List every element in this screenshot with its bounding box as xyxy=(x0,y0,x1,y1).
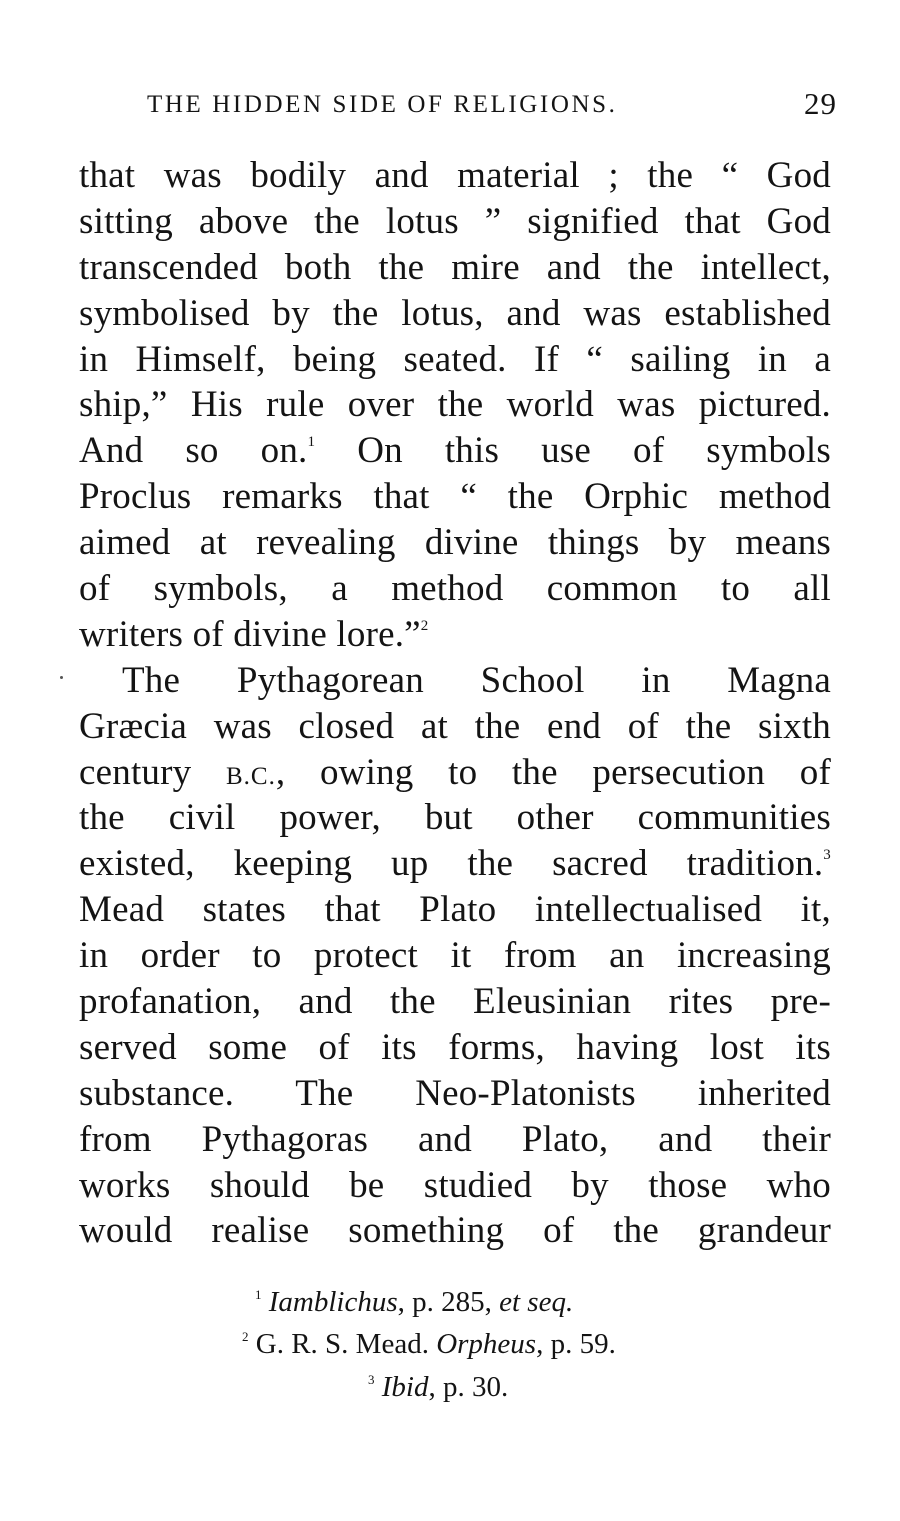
text-line: works should be studied by those who xyxy=(79,1164,831,1206)
footnote-marker: 3 xyxy=(368,1372,375,1387)
text-line: Proclus remarks that “ the Orphic method xyxy=(79,476,831,518)
running-head xyxy=(147,88,837,122)
footnote-text: , p. 30. xyxy=(428,1371,509,1403)
footnote-ref: 3 xyxy=(823,847,831,864)
text-line: in order to protect it from an increasing xyxy=(79,935,831,977)
footnote-marker: 2 xyxy=(242,1329,249,1344)
print-speck xyxy=(60,676,63,679)
footnote-text: , p. 59. xyxy=(536,1328,616,1360)
text-line: Mead states that Plato intellectualised it, xyxy=(79,889,831,931)
text-line: The Pythagorean School in Magna xyxy=(122,659,831,701)
text-line xyxy=(79,428,831,474)
text-line: transcended both the mire and the intellect, xyxy=(79,246,831,288)
text-line: sitting above the lotus ” signified that God xyxy=(79,200,831,242)
text-line: in Himself, being seated. If “ sailing in a xyxy=(79,338,831,380)
text-segment: And so on. xyxy=(79,430,308,472)
text-line: of symbols, a method common to all xyxy=(79,568,831,610)
footnote-3 xyxy=(368,1369,508,1405)
footnote-italic: Orpheus xyxy=(436,1328,537,1360)
footnote-2 xyxy=(242,1326,616,1362)
text-line: that was bodily and material ; the “ God xyxy=(79,155,831,196)
footnote-italic: Ibid xyxy=(381,1371,429,1403)
footnote-1 xyxy=(255,1284,573,1320)
text-line xyxy=(79,750,831,796)
text-segment: writers of divine lore.” xyxy=(79,613,421,655)
small-caps-abbrev: B.C. xyxy=(226,762,276,790)
footnote-marker: 1 xyxy=(255,1287,262,1302)
footnote-italic: et seq. xyxy=(499,1286,574,1318)
text-line: from Pythagoras and Plato, and their xyxy=(79,1118,831,1160)
text-line: the civil power, but other communities xyxy=(79,797,831,839)
text-line xyxy=(79,612,831,658)
text-line: served some of its forms, having lost its xyxy=(79,1026,831,1068)
footnote-ref: 1 xyxy=(307,434,316,451)
body-text xyxy=(79,153,831,1254)
text-segment: century xyxy=(79,751,226,793)
text-line: symbolised by the lotus, and was established xyxy=(79,292,831,334)
footnote-italic: Iamblichus xyxy=(268,1286,398,1318)
footnote-ref: 2 xyxy=(420,617,429,634)
text-line: profanation, and the Eleusinian rites pre- xyxy=(79,981,831,1023)
text-segment: On this use of symbols xyxy=(315,430,831,472)
footnote-text: , p. 285, xyxy=(397,1286,500,1318)
page-number: 29 xyxy=(804,86,837,121)
text-line: would realise something of the grandeur xyxy=(79,1210,831,1252)
text-line: Græcia was closed at the end of the sixth xyxy=(79,705,831,747)
text-line: aimed at revealing divine things by means xyxy=(79,522,831,564)
text-segment: , owing to the persecution of xyxy=(275,751,831,793)
footnote-text: G. R. S. Mead. xyxy=(255,1328,437,1360)
running-head-title: THE HIDDEN SIDE OF RELIGIONS. xyxy=(147,91,618,118)
text-line: substance. The Neo-Platonists inherited xyxy=(79,1072,831,1114)
text-segment: existed, keeping up the sacred tradition. xyxy=(79,843,824,885)
text-line: ship,” His rule over the world was pictured. xyxy=(79,384,831,426)
text-line xyxy=(79,841,831,887)
